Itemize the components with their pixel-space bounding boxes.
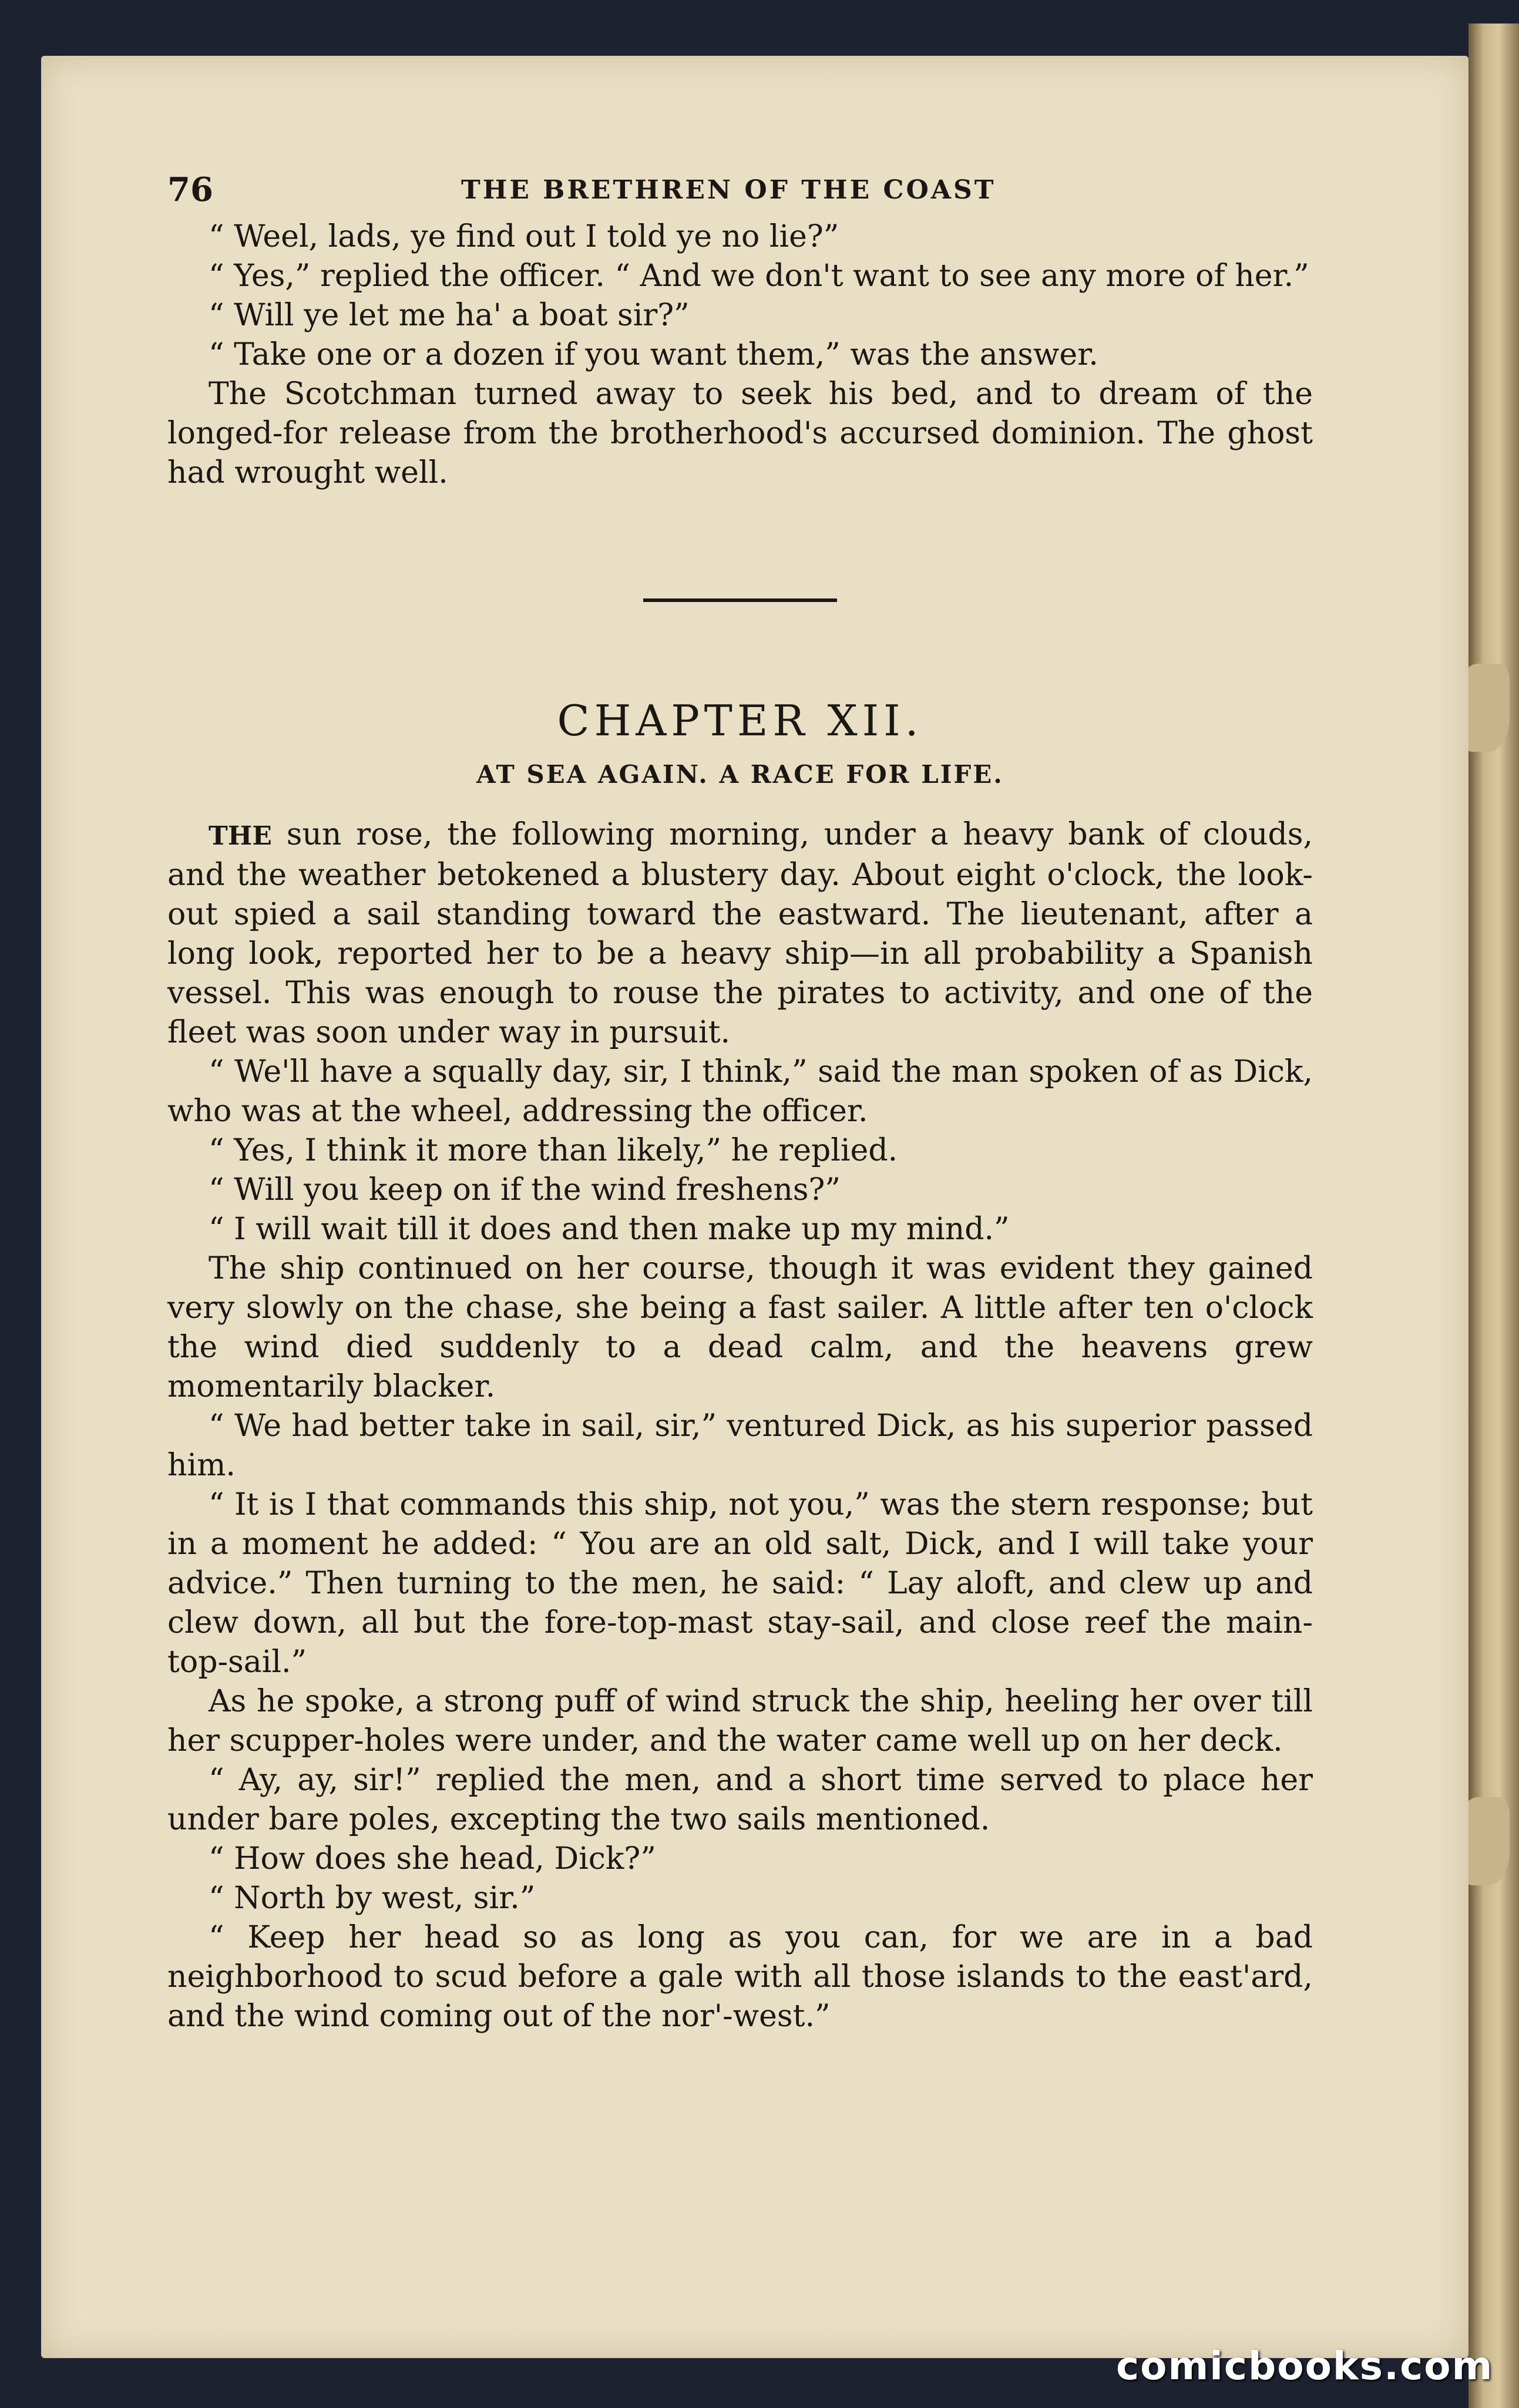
section-two (167, 815, 1313, 2036)
chapter-title: CHAPTER XII. (557, 696, 923, 745)
page-number: 76 (167, 170, 213, 209)
paragraph: “ Will you keep on if the wind freshens?” (209, 1172, 841, 1208)
paragraph: As he spoke, a strong puff of wind struck the ship, heeling her over till her scupper-holes were under, and the water came well up on her deck. (167, 1684, 1313, 1758)
opening-paragraph (167, 815, 1313, 1052)
watermark: comicbooks.com (1116, 2343, 1494, 2389)
paragraph: The ship continued on her course, though it was evident they gained very slowly on the chase, she being a fast sailer. A little after ten o'clock the wind died suddenly to a dead calm, and the heavens grew momentarily blacker. (167, 1251, 1313, 1404)
paragraph: “ North by west, sir.” (209, 1881, 536, 1916)
page-content (167, 170, 1313, 2036)
paragraph: “ Take one or a dozen if you want them,” was the answer. (209, 337, 1098, 372)
paragraph: The Scotchman turned away to seek his bed, and to dream of the longed-for release from the brotherhood's accursed dominion. The ghost had wrought well. (167, 376, 1313, 490)
opening-paragraph-text: sun rose, the following morning, under a heavy bank of clouds, and the weather betokened a blustery day. About eight o'clock, the look-out spied a sail standing toward the eastward. The lieutenant, after a long look, reported her to be a heavy ship—in all probability a Spanish vessel. This was enough to rouse the pirates to activity, and one of the fleet was soon under way in pursuit. (167, 817, 1313, 1050)
chapter-subtitle: AT SEA AGAIN. A RACE FOR LIFE. (476, 760, 1004, 789)
page-edge (1468, 23, 1519, 2408)
running-head-title: THE BRETHREN OF THE COAST (461, 175, 996, 205)
opening-word: THE (209, 821, 272, 851)
paragraph: “ I will wait till it does and then make up my mind.” (209, 1212, 1010, 1247)
paragraph: “ How does she head, Dick?” (209, 1841, 656, 1876)
paragraph: “ We had better take in sail, sir,” ventured Dick, as his superior passed him. (167, 1408, 1313, 1483)
paragraph: “ It is I that commands this ship, not you,” was the stern response; but in a moment he added: “ You are an old salt, Dick, and I will take your advice.” Then turning to the men, he said: “ Lay aloft, and clew up and clew down, all but the fore-top-mast stay-sail, and close reef the main-top-sail.” (167, 1487, 1313, 1680)
paragraph: “ Yes, I think it more than likely,” he replied. (209, 1133, 898, 1168)
paragraph: “ Keep her head so as long as you can, for we are in a bad neighborhood to scud before a gale with all those islands to the east'ard, and the wind coming out of the nor'-west.” (167, 1920, 1313, 2034)
section-divider (643, 598, 837, 602)
paragraph: “ Ay, ay, sir!” replied the men, and a short time served to place her under bare poles, excepting the two sails mentioned. (167, 1763, 1313, 1837)
paragraph: “ We'll have a squally day, sir, I think,” said the man spoken of as Dick, who was at the wheel, addressing the officer. (167, 1054, 1313, 1129)
paragraph: “ Yes,” replied the officer. “ And we don't want to see any more of her.” (209, 258, 1309, 294)
section-one (167, 217, 1313, 493)
paragraph: “ Will ye let me ha' a boat sir?” (209, 298, 690, 333)
running-head (167, 170, 1313, 217)
paragraph: “ Weel, lads, ye find out I told ye no lie?” (209, 219, 839, 254)
